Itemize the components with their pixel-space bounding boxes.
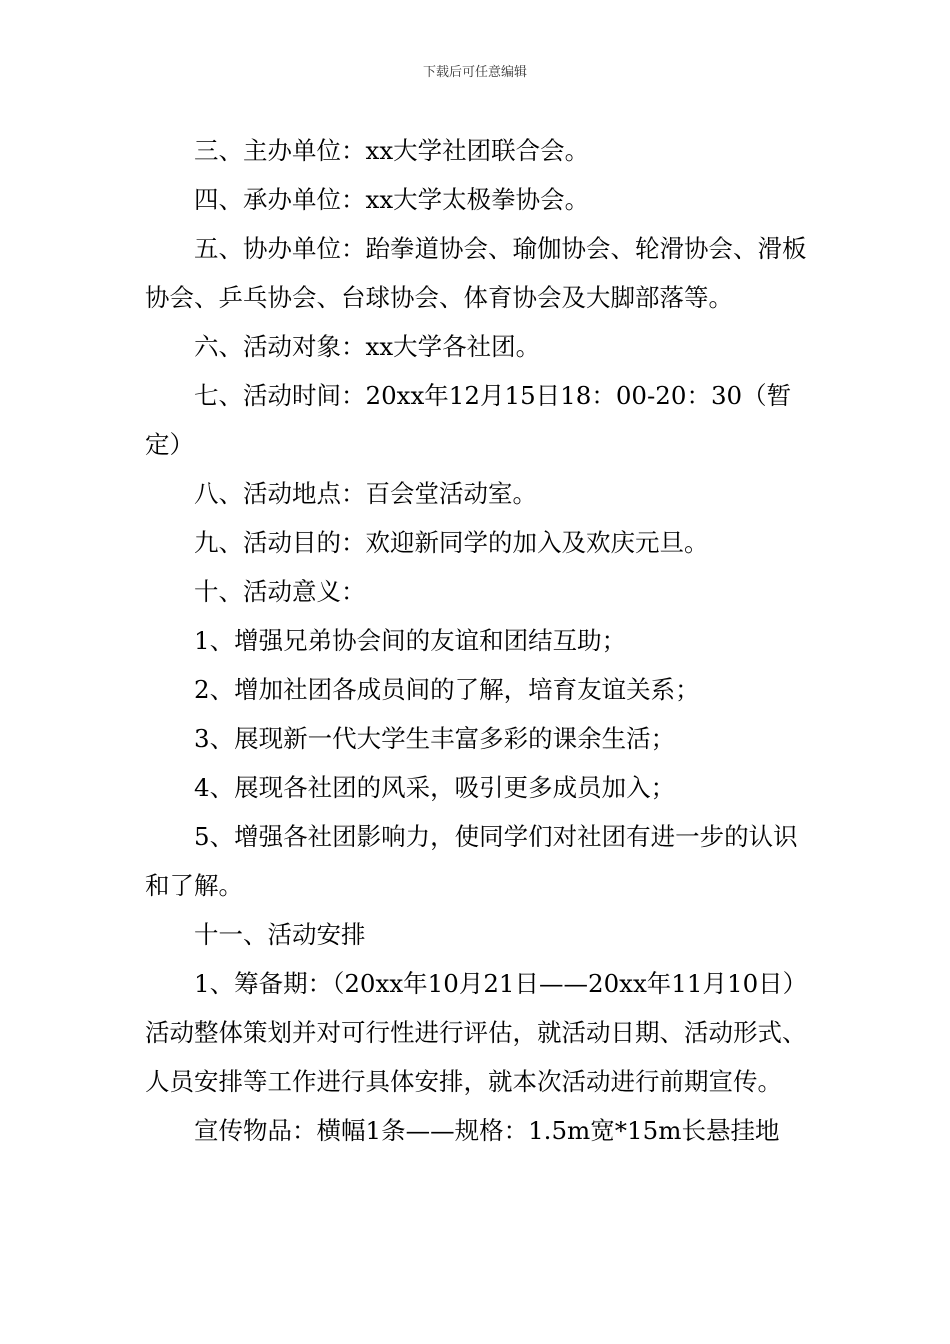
- page-header: 下载后可任意编辑: [422, 65, 527, 80]
- list-item-significance-2: 2、增加社团各成员间的了解，培育友谊关系；: [194, 675, 700, 704]
- paragraph-location: 八、活动地点：百会堂活动室。: [194, 479, 537, 508]
- paragraph-preparation-phase: 1、筹备期：（20xx年10月21日——20xx年11月10日）活动整体策划并对可行性进行评估，就活动日期、活动形式、人员安排等工作进行具体安排，就本次活动进行前期宣传。: [145, 969, 807, 1096]
- document-body: [145, 126, 807, 1155]
- paragraph-arrangement-heading: 十一、活动安排: [194, 920, 366, 949]
- paragraph-time: 七、活动时间：20xx年12月15日18：00-20：30（暂定）: [145, 381, 792, 459]
- paragraph-undertaker: 四、承办单位：xx大学太极拳协会。: [194, 185, 590, 214]
- paragraph-purpose: 九、活动目的：欢迎新同学的加入及欢庆元旦。: [194, 528, 709, 557]
- list-item-significance-5: 5、增强各社团影响力，使同学们对社团有进一步的认识和了解。: [145, 822, 798, 900]
- paragraph-significance-heading: 十、活动意义：: [194, 577, 366, 606]
- list-item-significance-4: 4、展现各社团的风采，吸引更多成员加入；: [194, 773, 676, 802]
- paragraph-promo-materials: 宣传物品：横幅1条——规格：1.5m宽*15m长悬挂地: [194, 1116, 780, 1145]
- paragraph-participants: 六、活动对象：xx大学各社团。: [194, 332, 541, 361]
- list-item-significance-3: 3、展现新一代大学生丰富多彩的课余生活；: [194, 724, 676, 753]
- paragraph-organizer: 三、主办单位：xx大学社团联合会。: [194, 136, 590, 165]
- paragraph-co-organizers: 五、协办单位：跆拳道协会、瑜伽协会、轮滑协会、滑板协会、乒乓协会、台球协会、体育协会及大脚部落等。: [145, 234, 807, 312]
- list-item-significance-1: 1、增强兄弟协会间的友谊和团结互助；: [194, 626, 627, 655]
